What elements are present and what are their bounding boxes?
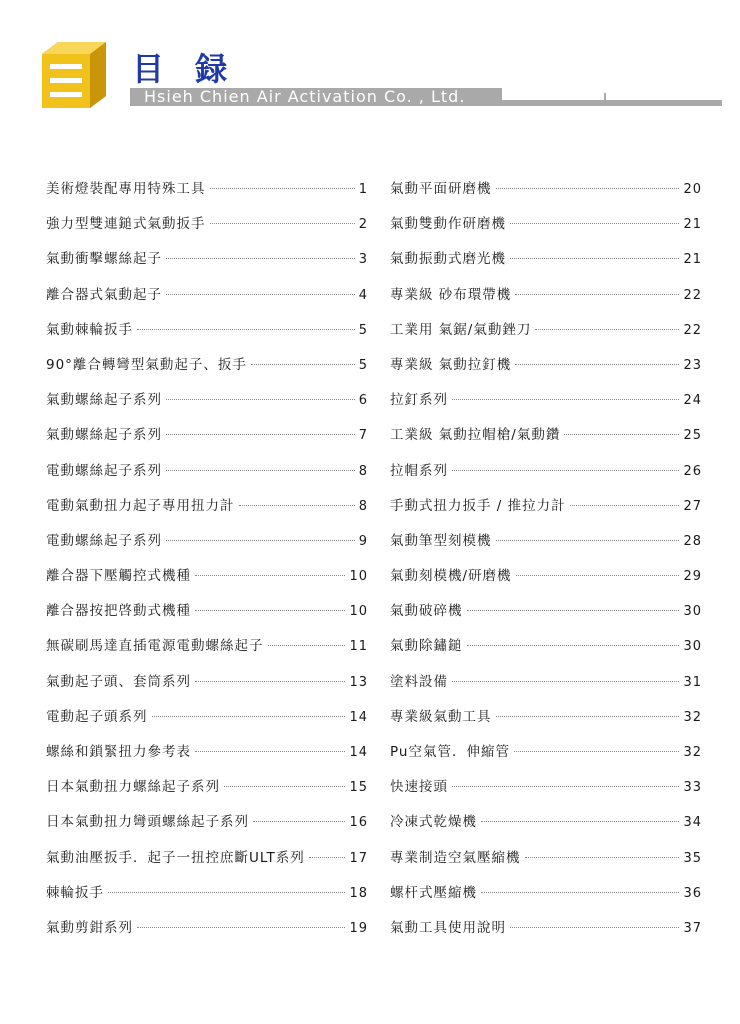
toc-entry-page: 3 — [358, 252, 368, 268]
toc-entry[interactable] — [46, 319, 368, 354]
toc-entry[interactable] — [390, 882, 702, 917]
toc-entry-page: 35 — [683, 850, 702, 866]
dot-leader — [166, 258, 355, 259]
toc-entry[interactable] — [46, 178, 368, 213]
toc-entry-page: 31 — [683, 674, 702, 690]
toc-left-column — [46, 178, 368, 952]
toc-entry-title: 氣動振動式磨光機 — [390, 251, 506, 268]
toc-entry-page: 30 — [683, 639, 702, 655]
toc-entry[interactable] — [390, 811, 702, 846]
toc-entry[interactable] — [390, 917, 702, 952]
toc-entry[interactable] — [390, 424, 702, 459]
dot-leader — [496, 540, 680, 541]
page-title: 目 録 — [132, 50, 238, 88]
toc-entry-page: 29 — [683, 569, 702, 585]
toc-entry-page: 26 — [683, 463, 702, 479]
toc-entry-title: 強力型雙連鎚式氣動扳手 — [46, 216, 206, 233]
dot-leader — [137, 927, 345, 928]
toc-entry[interactable] — [46, 741, 368, 776]
dot-leader — [467, 610, 680, 611]
toc-entry-page: 28 — [683, 533, 702, 549]
toc-entry-title: 氣動平面研磨機 — [390, 181, 492, 197]
toc-entry[interactable] — [390, 354, 702, 389]
dot-leader — [195, 751, 345, 752]
toc-entry-title: 電動氣動扭力起子專用扭力計 — [46, 497, 235, 514]
dot-leader — [152, 716, 346, 717]
toc-entry-title: 工業用 氣鋸/氣動銼刀 — [390, 321, 532, 338]
toc-entry-page: 23 — [683, 357, 702, 373]
toc-entry-page: 11 — [349, 639, 368, 655]
toc-entry-page: 36 — [683, 885, 702, 901]
toc-entry-page: 9 — [358, 533, 368, 549]
toc-entry-page: 2 — [358, 217, 368, 233]
toc-entry[interactable] — [390, 284, 702, 319]
toc-entry-title: 氣動工具使用說明 — [390, 919, 506, 936]
dot-leader — [452, 786, 679, 787]
dot-leader — [195, 681, 345, 682]
toc-entry-title: 氣動除鏽鎚 — [390, 638, 463, 655]
book-stack-logo-icon — [40, 40, 108, 110]
toc-entry-title: 90°離合轉彎型氣動起子、扳手 — [46, 356, 247, 373]
toc-entry-page: 34 — [683, 815, 702, 831]
dot-leader — [309, 857, 346, 858]
toc-entry-page: 1 — [358, 182, 368, 197]
toc-entry-title: 拉釘系列 — [390, 392, 448, 409]
toc-entry-page: 30 — [683, 604, 702, 620]
dot-leader — [166, 540, 355, 541]
toc-entry[interactable] — [390, 319, 702, 354]
toc-entry[interactable] — [46, 389, 368, 424]
toc-entry-title: 氣動起子頭、套筒系列 — [46, 673, 191, 690]
toc-entry[interactable] — [390, 671, 702, 706]
toc-entry-page: 24 — [683, 393, 702, 409]
dot-leader — [137, 329, 355, 330]
company-banner — [130, 88, 502, 106]
toc-entry-title: 氣動油壓扳手．起子一扭控庶斷ULT系列 — [46, 849, 305, 866]
dot-leader — [467, 645, 680, 646]
toc-entry-title: 工業級 氣動拉帽槍/氣動鑽 — [390, 427, 561, 444]
toc-entry-title: 電動起子頭系列 — [46, 708, 148, 725]
toc-entry-page: 21 — [683, 252, 702, 268]
toc-entry-page: 5 — [358, 322, 368, 338]
toc-entry-page: 4 — [358, 287, 368, 303]
toc-entry[interactable] — [46, 530, 368, 565]
dot-leader — [452, 681, 679, 682]
toc-entry-page: 20 — [683, 182, 702, 197]
toc-entry-page: 32 — [683, 745, 702, 760]
toc-entry[interactable] — [390, 389, 702, 424]
toc-entry-title: 手動式扭力扳手 / 推拉力計 — [390, 497, 566, 514]
toc-entry[interactable] — [46, 565, 368, 600]
toc-entry-page: 19 — [349, 920, 368, 936]
toc-entry-title: 離合器式氣動起子 — [46, 286, 162, 303]
dot-leader — [195, 610, 345, 611]
toc-entry[interactable] — [46, 917, 368, 952]
toc-entry-title: 螺絲和鎖緊扭力參考表 — [46, 744, 191, 760]
toc-entry-title: 塗料設備 — [390, 673, 448, 690]
toc-entry-page: 5 — [358, 357, 368, 373]
toc-entry-title: 氣動螺絲起子系列 — [46, 427, 162, 444]
toc-entry-title: 專業制造空氣壓縮機 — [390, 849, 521, 866]
dot-leader — [515, 294, 679, 295]
dot-leader — [515, 364, 679, 365]
dot-leader — [195, 575, 345, 576]
dot-leader — [166, 294, 355, 295]
dot-leader — [510, 223, 679, 224]
dot-leader — [496, 716, 680, 717]
toc-entry-page: 22 — [683, 287, 702, 303]
toc-entry-page: 27 — [683, 498, 702, 514]
dot-leader — [268, 645, 346, 646]
dot-leader — [210, 223, 355, 224]
dot-leader — [452, 399, 679, 400]
dot-leader — [564, 434, 679, 435]
toc-entry[interactable] — [46, 882, 368, 917]
toc-entry-page: 18 — [349, 885, 368, 901]
dot-leader — [510, 927, 679, 928]
toc-entry-title: 氣動刻模機/研磨機 — [390, 568, 512, 585]
toc-entry-title: 螺杆式壓縮機 — [390, 884, 477, 901]
toc-entry[interactable] — [390, 635, 702, 670]
toc-entry[interactable] — [46, 284, 368, 319]
toc-entry[interactable] — [46, 354, 368, 389]
dot-leader — [452, 470, 679, 471]
toc-entry-page: 6 — [358, 393, 368, 409]
toc-entry-title: 氣動剪鉗系列 — [46, 919, 133, 936]
dot-leader — [481, 821, 679, 822]
toc-entry[interactable] — [46, 811, 368, 846]
banner-rule — [502, 100, 722, 106]
toc-entry-title: 快速接頭 — [390, 779, 448, 796]
toc-entry[interactable] — [46, 706, 368, 741]
toc-entry-page: 17 — [349, 850, 368, 866]
toc-entry-title: 離合器按把啓動式機種 — [46, 603, 191, 620]
toc-entry[interactable] — [390, 565, 702, 600]
dot-leader — [224, 786, 345, 787]
dot-leader — [166, 470, 355, 471]
toc-entry-title: 氣動螺絲起子系列 — [46, 392, 162, 409]
toc-entry[interactable] — [46, 460, 368, 495]
dot-leader — [481, 892, 679, 893]
toc-entry-title: 棘輪扳手 — [46, 884, 104, 901]
toc-entry[interactable] — [390, 600, 702, 635]
toc-entry-title: 無碳刷馬達直插電源電動螺絲起子 — [46, 638, 264, 655]
toc-entry-page: 33 — [683, 780, 702, 796]
toc-entry[interactable] — [390, 460, 702, 495]
toc-entry-title: 氣動筆型刻模機 — [390, 532, 492, 549]
toc-entry[interactable] — [390, 847, 702, 882]
toc-entry-title: 電動螺絲起子系列 — [46, 462, 162, 479]
dot-leader — [166, 434, 355, 435]
dot-leader — [166, 399, 355, 400]
toc-entry[interactable] — [390, 495, 702, 530]
toc-entry[interactable] — [390, 741, 702, 776]
toc-entry-page: 7 — [358, 428, 368, 444]
toc-entry-title: 離合器下壓觸控式機種 — [46, 568, 191, 585]
dot-leader — [514, 751, 679, 752]
toc-entry-page: 10 — [349, 604, 368, 620]
toc-entry-page: 10 — [349, 569, 368, 585]
dot-leader — [108, 892, 345, 893]
dot-leader — [496, 188, 680, 189]
toc-entry-title: 專業級氣動工具 — [390, 708, 492, 725]
dot-leader — [570, 505, 680, 506]
toc-entry-title: 氣動衝擊螺絲起子 — [46, 251, 162, 268]
toc-entry-page: 32 — [683, 709, 702, 725]
toc-entry-page: 8 — [358, 498, 368, 514]
toc-entry[interactable] — [46, 213, 368, 248]
toc-entry[interactable] — [46, 635, 368, 670]
toc-entry[interactable] — [46, 671, 368, 706]
dot-leader — [253, 821, 345, 822]
toc-entry[interactable] — [390, 706, 702, 741]
toc-entry[interactable] — [46, 424, 368, 459]
dot-leader — [535, 329, 679, 330]
dot-leader — [510, 258, 679, 259]
toc-entry[interactable] — [46, 776, 368, 811]
toc-entry-title: 專業級 砂布環帶機 — [390, 286, 512, 303]
toc-entry-page: 37 — [683, 920, 702, 936]
toc-entry-title: 氣動破碎機 — [390, 603, 463, 620]
dot-leader — [239, 505, 355, 506]
toc-entry-page: 21 — [683, 217, 702, 233]
toc-entry-title: 氣動棘輪扳手 — [46, 321, 133, 338]
toc-entry[interactable] — [46, 847, 368, 882]
banner-tick — [604, 93, 606, 101]
toc-entry-title: 冷凍式乾燥機 — [390, 814, 477, 831]
toc-entry-page: 25 — [683, 428, 702, 444]
dot-leader — [251, 364, 355, 365]
dot-leader — [525, 857, 680, 858]
toc-entry-title: 氣動雙動作研磨機 — [390, 216, 506, 233]
toc-entry-title: 拉帽系列 — [390, 462, 448, 479]
company-name: Hsieh Chien Air Activation Co. , Ltd. — [144, 87, 466, 106]
toc-entry[interactable] — [390, 776, 702, 811]
toc-entry[interactable] — [46, 600, 368, 635]
toc-entry-page: 14 — [349, 709, 368, 725]
toc-entry-page: 22 — [683, 322, 702, 338]
toc-entry-page: 16 — [349, 815, 368, 831]
toc-entry-title: Pu空氣管．伸縮管 — [390, 744, 510, 760]
toc-entry[interactable] — [390, 178, 702, 213]
toc-entry-title: 專業級 氣動拉釘機 — [390, 356, 512, 373]
toc-entry[interactable] — [390, 248, 702, 283]
toc-entry[interactable] — [390, 213, 702, 248]
toc-entry-page: 13 — [349, 674, 368, 690]
toc-entry-title: 美術燈裝配專用特殊工具 — [46, 181, 206, 197]
toc-entry[interactable] — [46, 495, 368, 530]
toc-entry-title: 日本氣動扭力螺絲起子系列 — [46, 779, 220, 796]
toc-entry-page: 8 — [358, 463, 368, 479]
toc-entry-title: 日本氣動扭力彎頭螺絲起子系列 — [46, 814, 249, 831]
dot-leader — [210, 188, 355, 189]
toc-entry-page: 15 — [349, 780, 368, 796]
toc-right-column — [390, 178, 702, 952]
toc-entry[interactable] — [390, 530, 702, 565]
toc-entry-title: 電動螺絲起子系列 — [46, 532, 162, 549]
toc-entry-page: 14 — [349, 745, 368, 760]
toc-entry[interactable] — [46, 248, 368, 283]
dot-leader — [516, 575, 680, 576]
